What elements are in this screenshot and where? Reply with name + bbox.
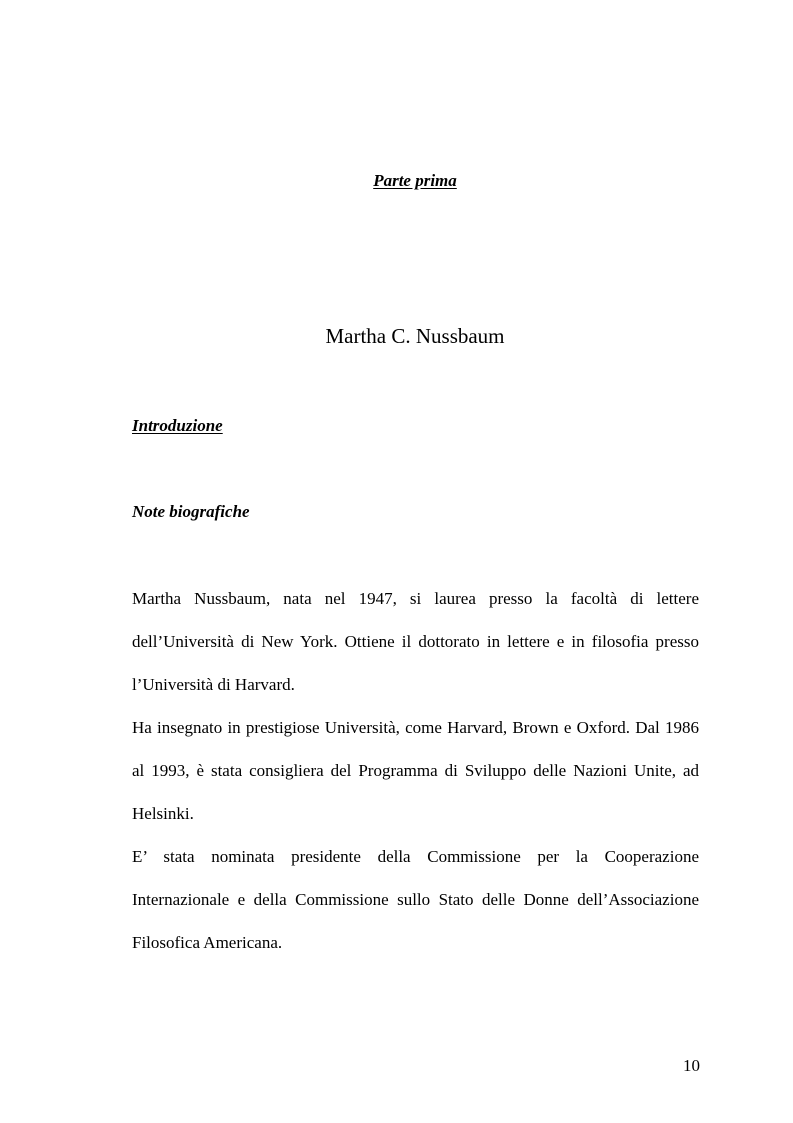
paragraph: Ha insegnato in prestigiose Università, come Harvard, Brown e Oxford. Dal 1986 al 1993, è stata consigliera del Programma di Sviluppo delle Nazioni Unite, ad Helsinki. — [132, 718, 699, 823]
body-text — [132, 577, 699, 964]
paragraph: E’ stata nominata presidente della Commissione per la Cooperazione Internazionale e della Commissione sullo Stato delle Donne dell’Associazione Filosofica Americana. — [132, 847, 699, 952]
page-number: 10 — [683, 1056, 700, 1075]
section-heading: Introduzione — [132, 416, 223, 435]
part-title: Parte prima — [373, 171, 457, 190]
author-title: Martha C. Nussbaum — [325, 324, 505, 348]
paragraph: Martha Nussbaum, nata nel 1947, si laurea presso la facoltà di lettere dell’Università di New York. Ottiene il dottorato in lettere e in filosofia presso l’Università di Harvard. — [132, 589, 699, 694]
subsection-heading: Note biografiche — [132, 502, 250, 521]
